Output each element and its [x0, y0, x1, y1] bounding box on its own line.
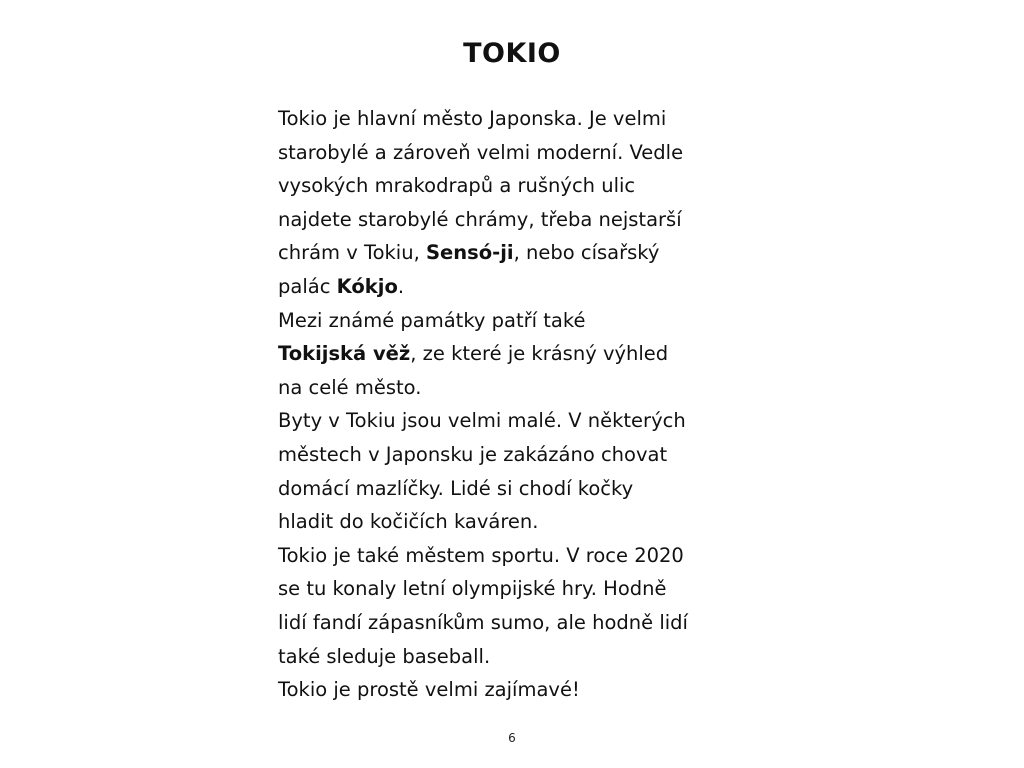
text-line-10: Byty v Tokiu jsou velmi malé. V některých — [278, 409, 686, 433]
text-line-16: lidí fandí zápasníkům sumo, ale hodně lidí — [278, 610, 688, 634]
text-line-4: najdete starobylé chrámy, třeba nejstarší — [278, 207, 682, 231]
text-line-1: Tokio je hlavní město Japonska. Je velmi — [278, 107, 667, 130]
text-line-7: Mezi známé památky patří také — [278, 308, 586, 332]
text-line-17: také sleduje baseball. — [278, 644, 491, 668]
bold-term-senso-ji: Sensó-ji — [425, 241, 514, 265]
text-line-6 — [278, 270, 758, 304]
page-title: TOKIO — [463, 38, 561, 69]
text-line-14: Tokio je také městem sportu. V roce 2020 — [278, 543, 684, 567]
page-number: 6 — [508, 731, 516, 745]
text-line-11: městech v Japonsku je zakázáno chovat — [278, 442, 668, 466]
article-body — [278, 102, 758, 707]
text-line-2: starobylé a zároveň velmi moderní. Vedle — [278, 140, 684, 164]
text-line-9: na celé město. — [278, 375, 422, 399]
text-line-12: domácí mazlíčky. Lidé si chodí kočky — [278, 476, 634, 500]
text-line-6-post: . — [397, 274, 405, 298]
bold-term-kokjo: Kókjo — [336, 274, 398, 298]
text-line-6-pre: palác — [278, 274, 337, 298]
text-line-8 — [278, 337, 758, 371]
text-line-5 — [278, 236, 758, 270]
text-line-8-post: , ze které je krásný výhled — [410, 342, 669, 366]
text-line-18: Tokio je prostě velmi zajímavé! — [278, 678, 580, 702]
text-line-15: se tu konaly letní olympijské hry. Hodně — [278, 577, 667, 601]
text-line-5-pre: chrám v Tokiu, — [278, 241, 426, 265]
text-line-5-post: , nebo císařský — [513, 241, 660, 265]
text-line-13: hladit do kočičích kaváren. — [278, 510, 539, 534]
bold-term-tokijska-vez: Tokijská věž — [278, 342, 411, 366]
text-line-3: vysokých mrakodrapů a rušných ulic — [278, 174, 636, 198]
